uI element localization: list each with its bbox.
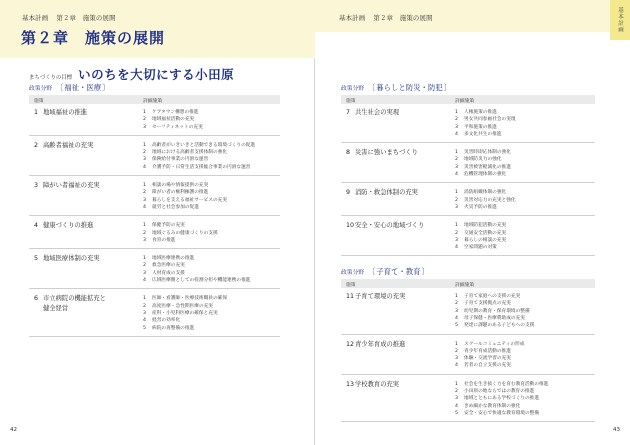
measure-item xyxy=(143,325,227,332)
measure-number: 2 xyxy=(455,348,458,354)
measure-item xyxy=(143,204,227,211)
page-number: 42 xyxy=(10,427,17,433)
policy-number: 5 xyxy=(34,255,39,263)
measure-list xyxy=(455,222,506,251)
measure-list xyxy=(143,109,203,131)
table-row xyxy=(29,180,280,216)
measure-number: 2 xyxy=(455,388,458,394)
measure-number: 2 xyxy=(455,157,458,163)
measure-number: 2 xyxy=(455,117,458,123)
measure-number: 2 xyxy=(143,263,146,269)
measure-text: 相談の場や情報提供の充実 xyxy=(152,183,209,189)
measure-item xyxy=(455,322,534,329)
goal-line xyxy=(29,65,234,83)
measure-item xyxy=(143,230,218,237)
chapter-title: 第２章 施策の展開 xyxy=(21,29,166,47)
measure-number: 3 xyxy=(455,204,458,210)
policy-label: 市立病院の機能拡充と xyxy=(43,295,106,303)
policy-name xyxy=(346,221,424,231)
policy-number: 11 xyxy=(346,293,355,300)
table-row xyxy=(341,107,595,143)
header-policy: 施策 xyxy=(34,99,44,104)
measure-item xyxy=(143,109,203,116)
measure-item xyxy=(455,204,516,211)
measure-number: 1 xyxy=(455,223,458,229)
policy-name xyxy=(346,108,399,118)
policy-label: 子育て環境の充実 xyxy=(355,293,406,300)
table-row xyxy=(341,379,595,423)
measure-item xyxy=(143,303,227,310)
measure-text: 食育の推進 xyxy=(152,237,176,243)
policy-name xyxy=(34,294,106,313)
measure-list xyxy=(455,149,511,178)
measure-item xyxy=(143,116,203,123)
measure-item xyxy=(143,237,218,244)
policy-field-heading: 政策分野 〔 暮らしと防災・防犯 〕 xyxy=(341,83,452,92)
measure-text: 経営の効率化 xyxy=(152,318,181,324)
policy-number: 8 xyxy=(346,149,351,157)
measure-item xyxy=(455,362,524,369)
measure-item xyxy=(455,355,524,362)
measure-number: 2 xyxy=(143,230,146,236)
header-measures: 詳細施策 xyxy=(455,283,475,288)
header-measures: 詳細施策 xyxy=(455,99,475,104)
measure-text: 広域医療圏としての役割分担や機能連携の推進 xyxy=(152,278,251,284)
measure-text: 救急医療の充実 xyxy=(152,263,185,269)
table-row xyxy=(341,187,595,216)
measure-list xyxy=(455,109,516,138)
measure-item xyxy=(143,222,218,229)
measure-text: きめ細かな教育体制の強化 xyxy=(464,403,521,409)
policy-name xyxy=(34,141,93,151)
measure-list xyxy=(455,341,524,370)
measure-item xyxy=(143,149,255,156)
policy-field-heading: 政策分野 〔 子育て・教育 〕 xyxy=(341,267,430,276)
policy-table xyxy=(29,95,280,345)
measure-text: 暮らしを支える福祉サービスの充実 xyxy=(152,197,228,203)
measure-text: 地域福祉活動の充実 xyxy=(152,117,195,123)
table-row xyxy=(29,107,280,136)
page-number: 43 xyxy=(613,427,620,433)
measure-item xyxy=(455,388,548,395)
field-name: 子育て・教育 xyxy=(376,267,421,276)
measure-text: 暮らしの相談の充実 xyxy=(464,237,507,243)
policy-name xyxy=(346,340,405,350)
measure-number: 4 xyxy=(455,245,458,251)
measure-text: 地域防災力の強化 xyxy=(464,157,502,163)
measure-number: 3 xyxy=(455,396,458,402)
policy-number: 1 xyxy=(34,109,39,116)
policy-name xyxy=(34,108,87,118)
policy-label: 障がい者福祉の充実 xyxy=(43,182,100,190)
measure-number: 5 xyxy=(455,410,458,416)
measure-text: 安全・安心で快適な教育環境の整備 xyxy=(464,410,540,416)
measure-list xyxy=(143,295,227,331)
table-row xyxy=(341,339,595,375)
measure-item xyxy=(143,262,250,269)
measure-item xyxy=(143,164,255,171)
policy-number: 7 xyxy=(346,109,351,116)
measure-text: 保険給付事業の円滑な運営 xyxy=(152,157,209,163)
measure-list xyxy=(143,255,250,284)
measure-number: 1 xyxy=(455,341,458,347)
table-header xyxy=(29,95,280,104)
measure-number: 5 xyxy=(143,325,146,331)
measure-item xyxy=(455,149,511,156)
measure-text: 発達に課題のある子どもへの支援 xyxy=(464,323,535,329)
measure-text: 子育て支援拠点の充実 xyxy=(464,301,511,307)
measure-item xyxy=(455,293,534,300)
measure-text: 地域防犯活動の充実 xyxy=(464,223,507,229)
measure-number: 2 xyxy=(143,303,146,309)
field-name: 暮らしと防災・防犯 xyxy=(376,83,443,92)
measure-text: 人材育成の支援 xyxy=(152,270,185,276)
measure-list xyxy=(143,182,227,211)
measure-number: 4 xyxy=(143,204,146,210)
measure-number: 4 xyxy=(143,164,146,170)
running-head-chapter: 第２章 施策の展開 xyxy=(373,14,433,22)
measure-item xyxy=(455,410,548,417)
measure-text: 介護予防・日常生活支援総合事業の円滑な運営 xyxy=(152,164,251,170)
measure-number: 3 xyxy=(143,157,146,163)
goal-text: いのちを大切にする小田原 xyxy=(78,67,235,82)
policy-name xyxy=(346,188,418,198)
measure-item xyxy=(455,171,511,178)
measure-item xyxy=(455,164,511,171)
table-row xyxy=(29,140,280,176)
right-page xyxy=(315,0,630,445)
measure-item xyxy=(455,381,548,388)
measure-number: 3 xyxy=(143,197,146,203)
policy-number: 4 xyxy=(34,222,39,230)
measure-text: 危機管理体制の強化 xyxy=(464,172,507,178)
measure-item xyxy=(143,197,227,204)
measure-item xyxy=(143,189,227,196)
policy-label: 地域医療体制の充実 xyxy=(43,255,100,263)
measure-item xyxy=(455,341,524,348)
policy-name xyxy=(346,380,399,390)
measure-item xyxy=(143,182,227,189)
measure-number: 2 xyxy=(143,150,146,156)
measure-text: 災害対応力の充実と強化 xyxy=(464,197,516,203)
measure-text: 病院の再整備の推進 xyxy=(152,325,195,331)
measure-number: 1 xyxy=(455,150,458,156)
measure-number: 3 xyxy=(143,270,146,276)
measure-item xyxy=(455,300,534,307)
measure-text: スクールコミュニティの形成 xyxy=(464,341,525,347)
measure-text: 交通安全活動の充実 xyxy=(464,230,507,236)
measure-number: 3 xyxy=(455,237,458,243)
measure-text: 子育て家庭への支援の充実 xyxy=(464,294,521,299)
measure-item xyxy=(455,315,534,322)
measure-text: 災害時即応体制の強化 xyxy=(464,150,511,156)
measure-text: 地域医療連携の推進 xyxy=(152,256,195,262)
measure-text: ケアタウン構想の推進 xyxy=(152,110,199,115)
header-policy: 施策 xyxy=(346,99,356,104)
measure-list xyxy=(455,293,534,329)
measure-number: 5 xyxy=(455,323,458,329)
running-head-chapter: 第２章 施策の展開 xyxy=(56,14,116,22)
measure-number: 3 xyxy=(455,308,458,314)
measure-number: 1 xyxy=(143,296,146,302)
measure-number: 3 xyxy=(455,124,458,130)
measure-number: 1 xyxy=(143,142,146,148)
policy-label: 地域福祉の推進 xyxy=(43,109,88,116)
measure-item xyxy=(455,403,548,410)
measure-text: 地域ぐるみの健康づくりの支援 xyxy=(152,230,218,236)
policy-number: 3 xyxy=(34,182,39,190)
measure-number: 4 xyxy=(455,131,458,137)
policy-label: 災害に強いまちづくり xyxy=(355,149,418,157)
policy-number: 6 xyxy=(34,295,39,303)
measure-number: 3 xyxy=(455,356,458,362)
goal-label: まちづくりの目標 xyxy=(29,75,73,81)
policy-label: 健康づくりの推進 xyxy=(43,222,94,230)
policy-label: 共生社会の実現 xyxy=(355,109,400,116)
measure-text: 災害被害軽減化の推進 xyxy=(464,164,511,170)
measure-item xyxy=(455,116,516,123)
policy-label: 消防・救急体制の充実 xyxy=(355,189,418,197)
measure-item xyxy=(455,230,506,237)
measure-text: 幼児期の教育・保育環境の整備 xyxy=(464,308,530,314)
measure-number: 1 xyxy=(143,223,146,229)
running-head xyxy=(22,13,116,22)
measure-text: 体験・交流学習の充実 xyxy=(464,356,511,362)
measure-number: 3 xyxy=(143,310,146,316)
section-side-tab: 基本計画 xyxy=(610,0,630,40)
measure-text: 若者の自立支援の充実 xyxy=(464,363,511,369)
measure-text: 人権施策の推進 xyxy=(464,110,497,115)
policy-name xyxy=(346,148,418,158)
policy-label: 健全経営 xyxy=(43,304,69,312)
header-policy: 施策 xyxy=(346,283,356,288)
measure-item xyxy=(455,222,506,229)
measure-text: セーフティネットの充実 xyxy=(152,124,203,130)
measure-number: 4 xyxy=(143,318,146,324)
measure-item xyxy=(455,109,516,116)
measure-number: 1 xyxy=(143,110,146,115)
policy-number: 13 xyxy=(346,380,355,388)
measure-text: 地域における高齢者支援体制の強化 xyxy=(152,150,228,156)
measure-item xyxy=(455,189,516,196)
policy-name xyxy=(34,181,100,191)
measure-item xyxy=(143,124,203,131)
measure-number: 3 xyxy=(143,124,146,130)
measure-item xyxy=(455,244,506,251)
measure-text: 保健予防の充実 xyxy=(152,223,185,229)
table-row xyxy=(29,253,280,289)
measure-text: 障がい者の権利擁護の推進 xyxy=(152,190,209,196)
header-measures: 詳細施策 xyxy=(143,99,163,104)
measure-text: 就労と社会参加の促進 xyxy=(152,204,199,210)
measure-text: 多文化共生の推進 xyxy=(464,131,502,137)
measure-number: 3 xyxy=(455,164,458,170)
measure-item xyxy=(143,255,250,262)
table-header xyxy=(341,95,595,104)
policy-label: 安全・安心の地域づくり xyxy=(355,222,425,230)
table-row xyxy=(341,220,595,256)
measure-item xyxy=(143,156,255,163)
measure-item xyxy=(455,124,516,131)
policy-name xyxy=(34,221,93,231)
measure-item xyxy=(143,310,227,317)
table-row xyxy=(29,293,280,337)
measure-number: 2 xyxy=(455,197,458,203)
measure-text: 小田原の地ならではの教育の推進 xyxy=(464,388,535,394)
measure-item xyxy=(455,395,548,402)
measure-text: 平和施策の推進 xyxy=(464,124,497,130)
field-name: 福祉・医療 xyxy=(64,83,102,92)
measure-number: 1 xyxy=(143,183,146,189)
measure-text: 母子保健・医療費助成の充実 xyxy=(464,315,525,321)
measure-item xyxy=(143,295,227,302)
measure-text: 産科・小児科医療の確保と充実 xyxy=(152,310,218,316)
measure-number: 1 xyxy=(143,256,146,262)
field-prefix: 政策分野 xyxy=(341,270,365,276)
table-row xyxy=(341,291,595,335)
measure-number: 2 xyxy=(455,230,458,236)
policy-name xyxy=(346,292,405,302)
measure-number: 2 xyxy=(143,190,146,196)
measure-item xyxy=(143,142,255,149)
running-head xyxy=(339,13,433,22)
measure-number: 2 xyxy=(455,301,458,307)
field-prefix: 政策分野 xyxy=(29,86,53,92)
measure-item xyxy=(143,270,250,277)
measure-item xyxy=(455,197,516,204)
measure-number: 4 xyxy=(455,403,458,409)
measure-text: 高度医療・急性期医療の充実 xyxy=(152,303,213,309)
measure-list xyxy=(143,142,255,171)
field-prefix: 政策分野 xyxy=(341,86,365,92)
policy-field-heading: 政策分野 〔 福祉・医療 〕 xyxy=(29,83,111,92)
policy-table xyxy=(341,279,595,417)
measure-number: 4 xyxy=(455,172,458,178)
measure-number: 4 xyxy=(455,315,458,321)
measure-item xyxy=(143,277,250,284)
measure-text: 高齢者がいきいきと活動できる環境づくりの促進 xyxy=(152,142,256,148)
policy-number: 10 xyxy=(346,222,355,230)
measure-number: 1 xyxy=(455,190,458,196)
measure-text: 消防組織体制の強化 xyxy=(464,190,507,196)
policy-name xyxy=(34,254,100,264)
measure-number: 1 xyxy=(455,381,458,387)
measure-item xyxy=(455,131,516,138)
policy-number: 2 xyxy=(34,141,39,149)
table-header xyxy=(341,279,595,288)
table-row xyxy=(341,147,595,183)
policy-label: 高齢者福祉の充実 xyxy=(43,141,94,149)
measure-text: 地域とともにある学校づくりの推進 xyxy=(464,396,540,402)
running-head-plan: 基本計画 xyxy=(339,14,366,22)
measure-item xyxy=(143,317,227,324)
measure-list xyxy=(143,222,218,244)
measure-text: 男女共同参画社会の実現 xyxy=(464,117,516,123)
policy-number: 12 xyxy=(346,340,355,348)
measure-number: 4 xyxy=(455,363,458,369)
measure-text: 火災予防の推進 xyxy=(464,204,497,210)
measure-item xyxy=(455,308,534,315)
measure-number: 1 xyxy=(455,294,458,299)
running-head-plan: 基本計画 xyxy=(22,14,49,22)
measure-text: 医師・看護師・医療技術職員の確保 xyxy=(152,296,228,302)
measure-item xyxy=(455,237,506,244)
measure-text: 青少年育成活動の推進 xyxy=(464,348,511,354)
policy-label: 学校教育の充実 xyxy=(355,380,400,388)
measure-item xyxy=(455,156,511,163)
policy-label: 青少年育成の推進 xyxy=(355,340,406,348)
measure-number: 1 xyxy=(455,110,458,115)
measure-text: 空家問題の対策 xyxy=(464,245,497,251)
policy-number: 9 xyxy=(346,189,351,197)
measure-list xyxy=(455,381,548,417)
measure-number: 2 xyxy=(143,117,146,123)
measure-list xyxy=(455,189,516,211)
measure-item xyxy=(455,348,524,355)
measure-number: 4 xyxy=(143,278,146,284)
table-row xyxy=(29,220,280,249)
measure-text: 社会を生き抜く力を育む教育活動の推進 xyxy=(464,381,549,387)
policy-table xyxy=(341,95,595,251)
measure-number: 3 xyxy=(143,237,146,243)
